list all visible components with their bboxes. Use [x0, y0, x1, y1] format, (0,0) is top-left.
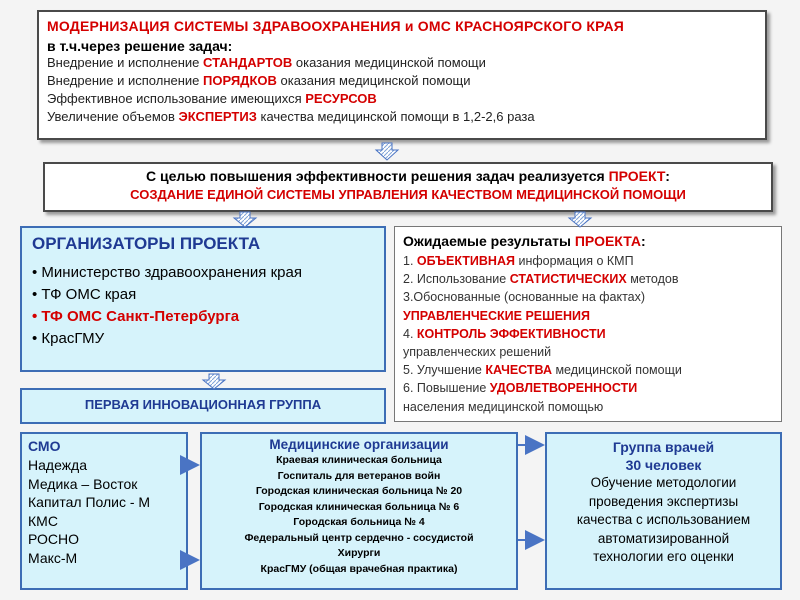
expected-title: Ожидаемые результаты ПРОЕКТА: [403, 233, 646, 249]
medical-orgs-title: Медицинские организации [269, 437, 449, 452]
task-line: Увеличение объемов ЭКСПЕРТИЗ качества медицинской помощи в 1,2-2,6 раза [47, 109, 535, 124]
doctors-item: технологии его оценки [593, 549, 734, 564]
project-intro: С целью повышения эффективности решения задач реализуется ПРОЕКТ: [146, 168, 670, 184]
down-arrow-icon [234, 212, 256, 227]
medical-org-item: Городская клиническая больница № 20 [255, 485, 463, 497]
result-line: УПРАВЛЕНЧЕСКИЕ РЕШЕНИЯ [403, 308, 591, 323]
doctors-item: автоматизированной [597, 530, 730, 546]
doctors-count: 30 человек [625, 457, 702, 473]
organizer-item: • Министерство здравоохранения края [32, 264, 302, 281]
doctors-item: качества с использованием [576, 512, 751, 527]
organizers-title: ОРГАНИЗАТОРЫ ПРОЕКТА [32, 234, 261, 253]
organizer-item: • ТФ ОМС Санкт-Петербурга [32, 308, 240, 325]
result-line: 5. Улучшение КАЧЕСТВА медицинской помощи [403, 363, 682, 378]
task-line: Внедрение и исполнение СТАНДАРТОВ оказания медицинской помощи [47, 55, 486, 70]
down-arrow-icon [569, 212, 591, 227]
smo-item: Макс-М [28, 549, 78, 566]
smo-item: РОСНО [28, 531, 80, 548]
tasks-subtitle: в т.ч.через решение задач: [47, 38, 233, 54]
result-line: 2. Использование СТАТИСТИЧЕСКИХ методов [403, 272, 679, 287]
result-line: управленческих решений [403, 345, 552, 360]
smo-item: Медика – Восток [28, 475, 138, 492]
organizer-item: • КрасГМУ [32, 330, 105, 347]
down-arrow-icon [376, 143, 398, 160]
smo-item: Надежда [28, 457, 88, 473]
doctors-item: Обучение методологии [590, 475, 737, 490]
medical-org-item: Городская клиническая больница № 6 [258, 500, 460, 513]
result-line: 4. КОНТРОЛЬ ЭФФЕКТИВНОСТИ [403, 326, 606, 341]
task-line: Эффективное использование имеющихся РЕСУРСОВ [47, 91, 377, 106]
smo-title: СМО [28, 438, 61, 454]
organizer-item: • ТФ ОМС края [32, 286, 137, 303]
smo-item: Капитал Полис - М [28, 494, 151, 511]
medical-org-item: Федеральный центр сердечно - сосудистой [244, 531, 474, 544]
medical-org-item: Хирурги [337, 547, 381, 559]
first-innovation-group: ПЕРВАЯ ИННОВАЦИОННАЯ ГРУППА [20, 388, 386, 424]
doctors-item: проведения экспертизы [588, 493, 739, 509]
result-line: населения медицинской помощью [403, 399, 604, 414]
modernization-title: МОДЕРНИЗАЦИЯ СИСТЕМЫ ЗДРАВООХРАНЕНИЯ и ОМС КРАСНОЯРСКОГО КРАЯ [47, 18, 625, 34]
result-line: 1. ОБЪЕКТИВНАЯ информация о КМП [403, 254, 634, 268]
result-line: 6. Повышение УДОВЛЕТВОРЕННОСТИ [403, 381, 638, 396]
medical-org-item: Краевая клиническая больница [276, 454, 442, 466]
medical-org-item: Городская больница № 4 [293, 516, 425, 528]
smo-item: КМС [28, 512, 58, 529]
medical-org-item: Госпиталь для ветеранов войн [277, 469, 441, 482]
doctors-title: Группа врачей [612, 439, 715, 455]
medical-org-item: КрасГМУ (общая врачебная практика) [260, 562, 458, 575]
down-arrow-icon [203, 374, 225, 389]
task-line: Внедрение и исполнение ПОРЯДКОВ оказания медицинской помощи [47, 73, 471, 88]
result-line: 3.Обоснованные (основанные на фактах) [403, 290, 646, 305]
project-title: СОЗДАНИЕ ЕДИНОЙ СИСТЕМЫ УПРАВЛЕНИЯ КАЧЕСТВОМ МЕДИЦИНСКОЙ ПОМОЩИ [130, 187, 686, 202]
